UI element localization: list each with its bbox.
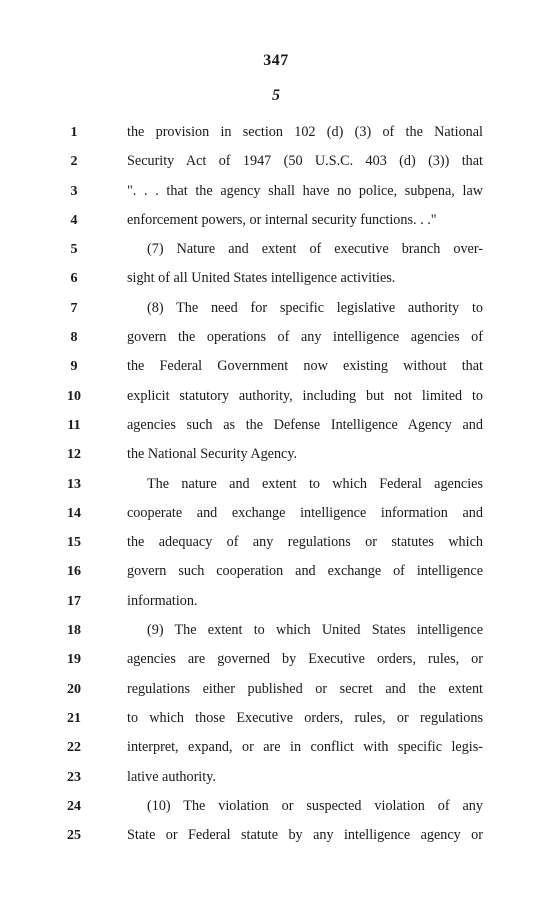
- line-number: 13: [67, 476, 81, 492]
- line-number: 15: [67, 535, 81, 551]
- text-line: to which those Executive orders, rules, or regulations: [127, 709, 483, 726]
- line-number: 5: [70, 242, 78, 258]
- section-number: 5: [272, 87, 280, 104]
- text-line: explicit statutory authority, including but not limited to: [127, 387, 483, 404]
- text-line: (8) The need for specific legislative authority to: [147, 299, 483, 316]
- text-line: govern such cooperation and exchange of intelligence: [127, 563, 483, 580]
- text-line: ". . . that the agency shall have no police, subpena, law: [127, 182, 483, 199]
- line-number: 16: [67, 564, 81, 580]
- text-line: (7) Nature and extent of executive branch over-: [147, 241, 483, 258]
- line-number: 6: [70, 271, 78, 287]
- line-number: 25: [67, 828, 81, 844]
- text-line: agencies such as the Defense Intelligence Agency and: [127, 416, 483, 433]
- page-number: 347: [263, 52, 289, 69]
- line-number: 8: [70, 330, 78, 346]
- text-line: agencies are governed by Executive orders, rules, or: [127, 651, 483, 668]
- line-number: 24: [67, 798, 81, 814]
- text-line: the provision in section 102 (d) (3) of the National: [127, 124, 483, 140]
- text-line: State or Federal statute by any intelligence agency or: [127, 827, 483, 844]
- line-number: 17: [67, 593, 81, 609]
- document-body: [127, 118, 483, 850]
- line-number: 9: [70, 359, 78, 375]
- text-line: the National Security Agency.: [127, 446, 298, 463]
- line-number: 14: [67, 505, 81, 521]
- line-number: 1: [70, 125, 78, 140]
- line-number: 7: [70, 300, 78, 316]
- text-line: (10) The violation or suspected violation of any: [147, 797, 483, 814]
- text-line: (9) The extent to which United States intelligence: [147, 622, 483, 639]
- text-line: Security Act of 1947 (50 U.S.C. 403 (d) (3)) that: [127, 153, 483, 170]
- text-line: information.: [127, 592, 198, 609]
- line-number: 10: [67, 388, 81, 404]
- text-line: interpret, expand, or are in conflict with specific legis-: [127, 739, 483, 756]
- text-line: The nature and extent to which Federal agencies: [147, 475, 483, 492]
- line-number: 23: [67, 769, 81, 785]
- text-line: lative authority.: [127, 768, 216, 785]
- line-number: 2: [70, 154, 78, 170]
- line-number: 18: [67, 623, 81, 639]
- text-line: regulations either published or secret and the extent: [127, 680, 483, 697]
- line-number: 3: [70, 183, 78, 199]
- text-line: the Federal Government now existing without that: [127, 358, 483, 375]
- line-number: 21: [67, 710, 81, 726]
- line-number: 11: [67, 417, 81, 433]
- line-number: 20: [67, 681, 81, 697]
- line-number: 22: [67, 740, 81, 756]
- text-line: sight of all United States intelligence activities.: [127, 270, 396, 287]
- line-number-column: [60, 118, 100, 850]
- line-number: 19: [67, 652, 81, 668]
- text-line: the adequacy of any regulations or statutes which: [127, 534, 483, 551]
- line-number: 12: [67, 447, 81, 463]
- text-line: enforcement powers, or internal security functions. . .": [127, 211, 437, 228]
- text-line: govern the operations of any intelligence agencies of: [127, 329, 483, 346]
- line-number: 4: [70, 212, 78, 228]
- text-line: cooperate and exchange intelligence information and: [127, 504, 483, 521]
